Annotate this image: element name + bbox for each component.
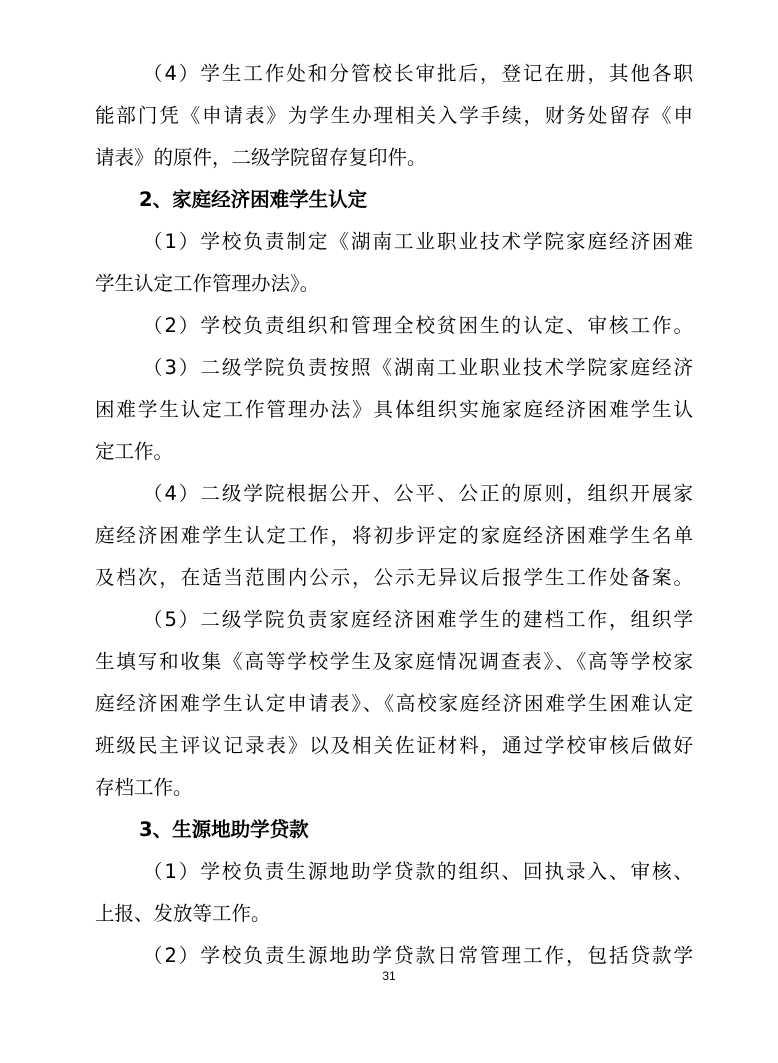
paragraph-line: 存档工作。 bbox=[95, 776, 193, 799]
paragraph-line: 及档次，在适当范围内公示，公示无异议后报学生工作处备案。 bbox=[95, 566, 693, 589]
paragraph-line: 班级民主评议记录表》以及相关佐证材料，通过学校审核后做好 bbox=[95, 734, 693, 757]
paragraph-line: （2）学校负责生源地助学贷款日常管理工作，包括贷款学 bbox=[143, 944, 693, 967]
paragraph-line: 请表》的原件，二级学院留存复印件。 bbox=[95, 146, 427, 169]
paragraph-line: 学生认定工作管理办法》。 bbox=[95, 272, 320, 295]
paragraph-line: （1）学校负责制定《湖南工业职业技术学院家庭经济困难 bbox=[143, 230, 693, 253]
paragraph-line: （2）学校负责组织和管理全校贫困生的认定、审核工作。 bbox=[143, 314, 693, 337]
paragraph-line: 能部门凭《申请表》为学生办理相关入学手续，财务处留存《申 bbox=[95, 104, 693, 127]
paragraph-line: （5）二级学院负责家庭经济困难学生的建档工作，组织学 bbox=[143, 608, 693, 631]
page-number: 31 bbox=[382, 969, 396, 983]
paragraph-line: 定工作。 bbox=[95, 440, 174, 463]
paragraph-line: （4）学生工作处和分管校长审批后，登记在册，其他各职 bbox=[143, 62, 693, 85]
paragraph-line: （1）学校负责生源地助学贷款的组织、回执录入、审核、 bbox=[143, 860, 693, 883]
paragraph-line: （3）二级学院负责按照《湖南工业职业技术学院家庭经济 bbox=[143, 356, 693, 379]
paragraph-line: 庭经济困难学生认定工作，将初步评定的家庭经济困难学生名单 bbox=[95, 524, 693, 547]
section-heading: 2、家庭经济困难学生认定 bbox=[139, 188, 368, 211]
paragraph-line: 生填写和收集《高等学校学生及家庭情况调查表》、《高等学校家 bbox=[95, 650, 693, 673]
paragraph-line: 困难学生认定工作管理办法》具体组织实施家庭经济困难学生认 bbox=[95, 398, 693, 421]
paragraph-line: （4）二级学院根据公开、公平、公正的原则，组织开展家 bbox=[143, 482, 693, 505]
section-heading: 3、生源地助学贷款 bbox=[139, 818, 309, 841]
paragraph-line: 庭经济困难学生认定申请表》、《高校家庭经济困难学生困难认定 bbox=[95, 692, 693, 715]
paragraph-line: 上报、发放等工作。 bbox=[95, 902, 271, 925]
